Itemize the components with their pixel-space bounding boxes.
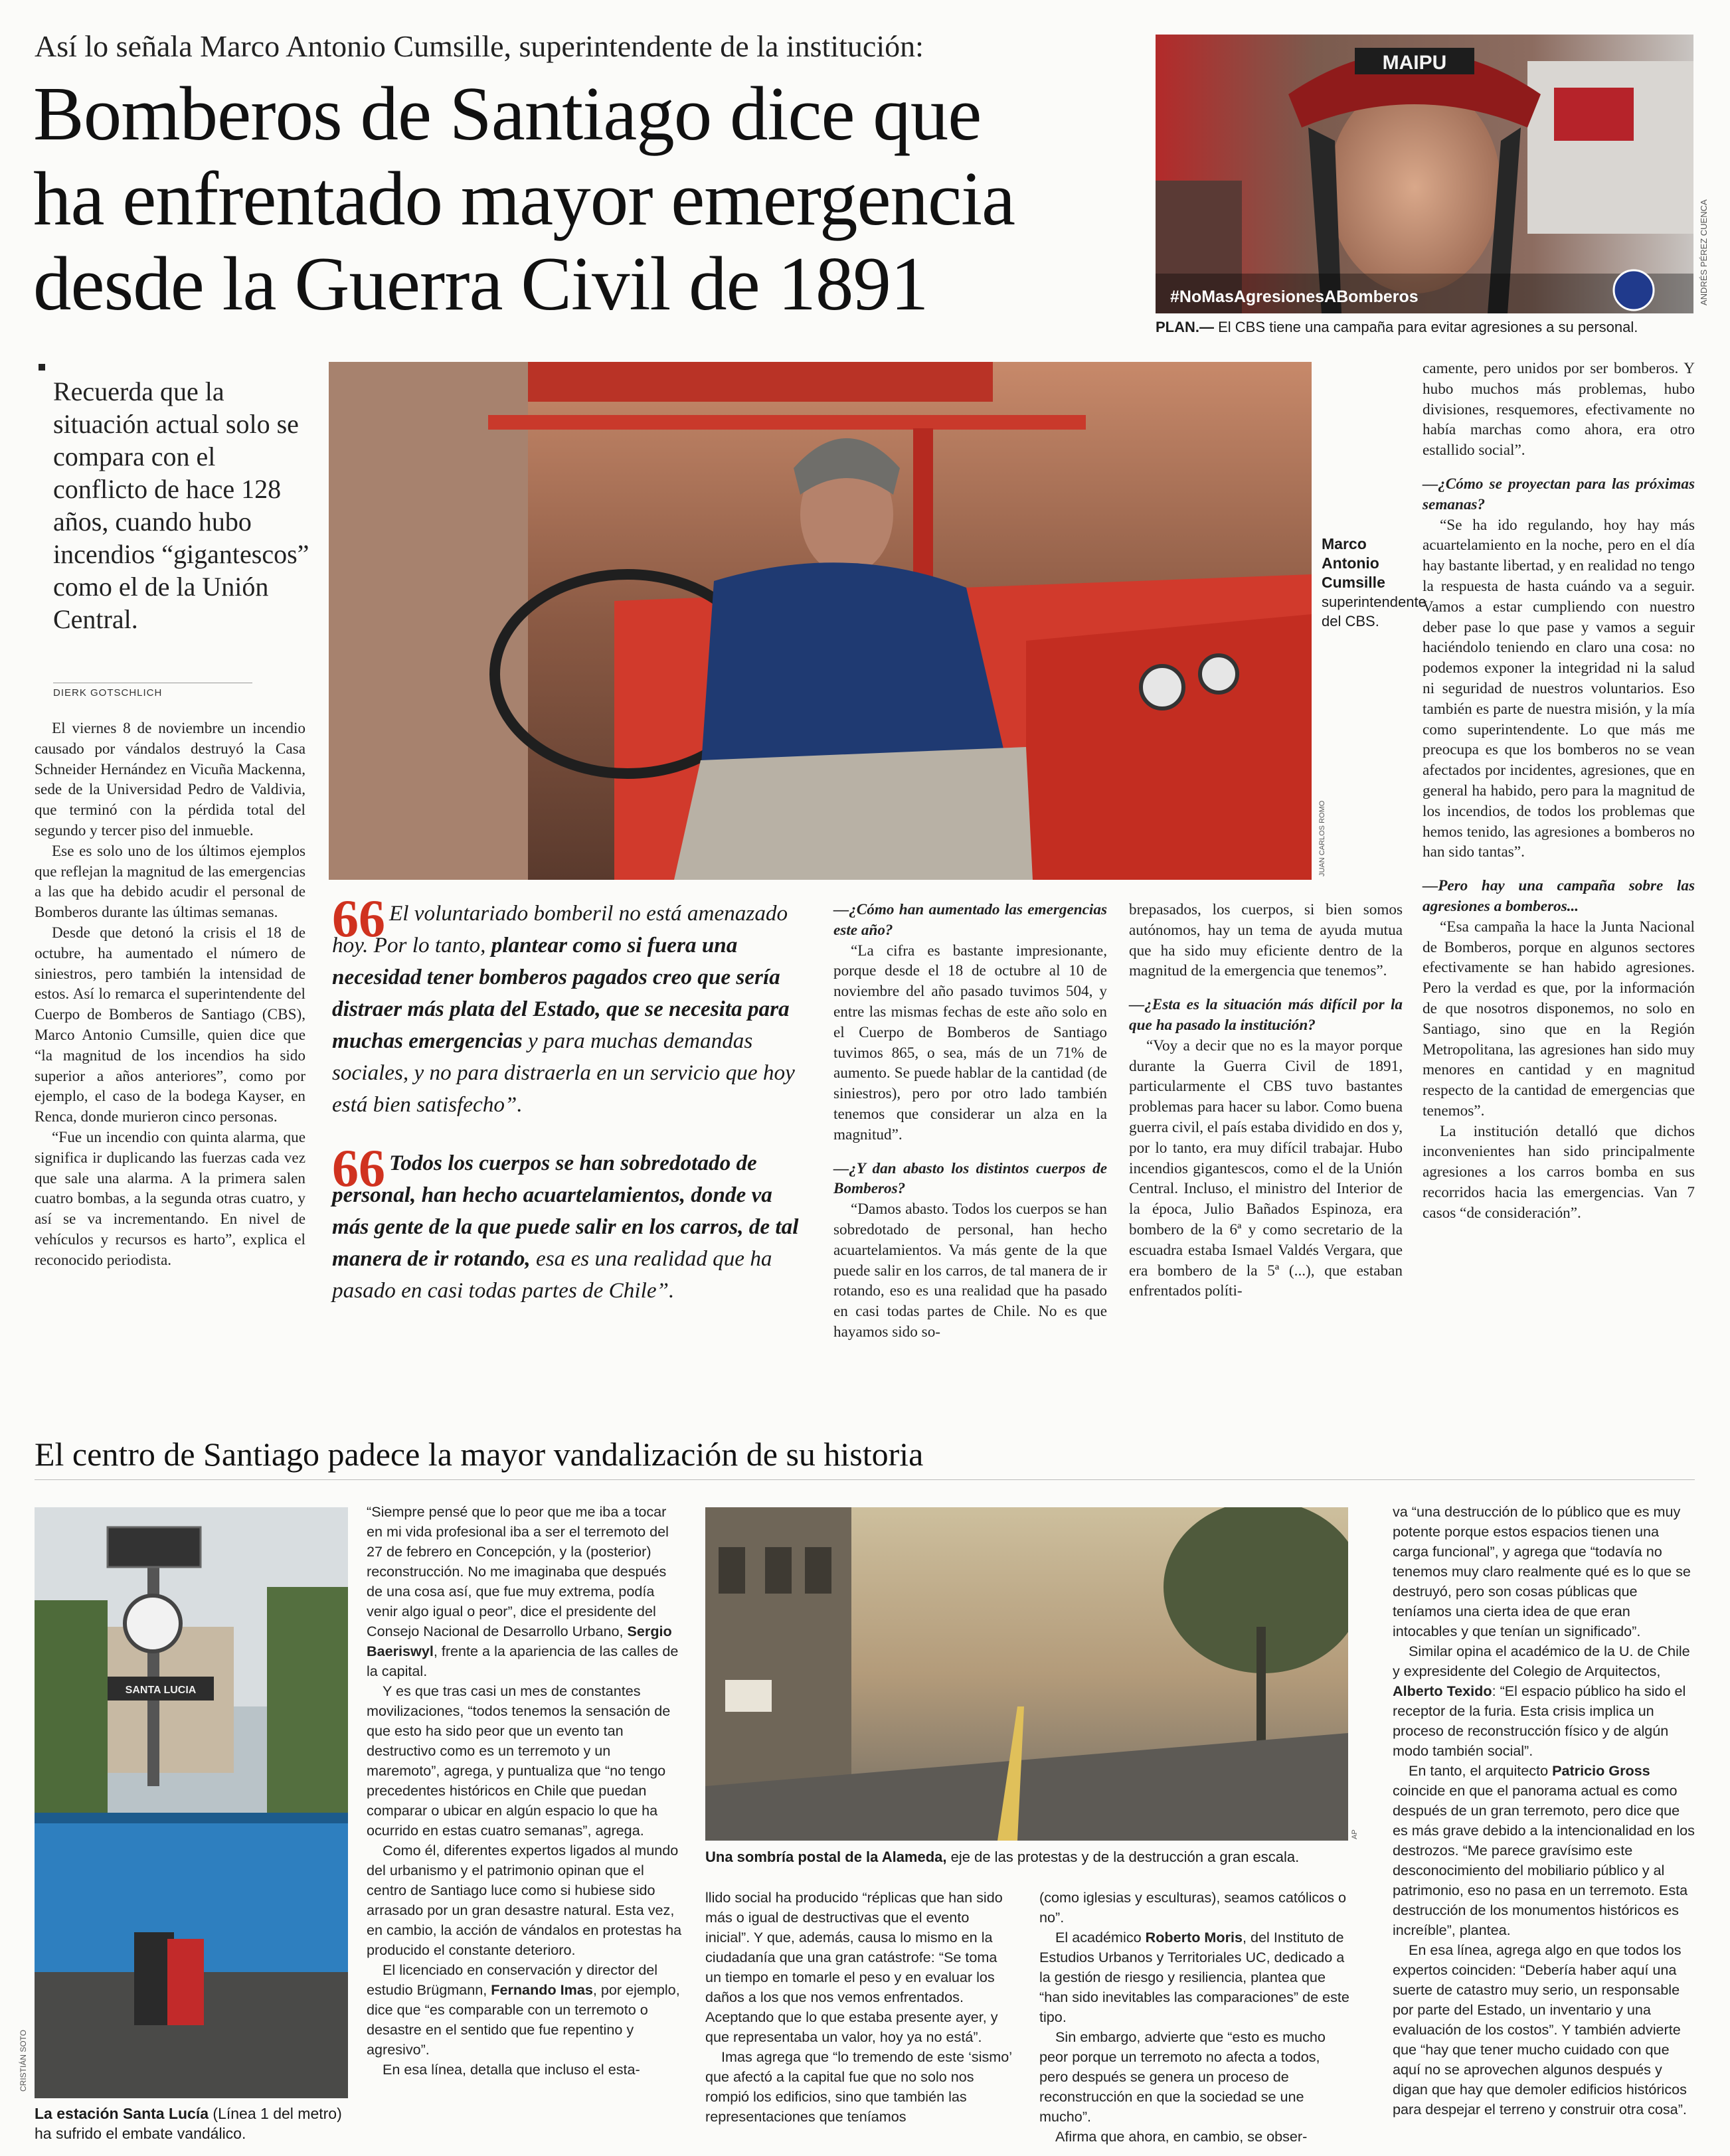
quote-emphasis: plantear como si fuera una necesidad tener bomberos pagados creo que sería distraer más plata del Estado, que se necesita para muchas emergencias	[332, 933, 790, 1053]
section-2-title: El centro de Santiago padece la mayor vandalización de su historia	[35, 1436, 924, 1473]
alameda-photo-credit: AP	[1351, 1829, 1359, 1839]
santa-lucia-caption	[35, 2104, 353, 2143]
section-2-header	[35, 1434, 1695, 1480]
section-2-column-4	[1393, 1502, 1698, 2119]
interview-question: —¿Esta es la situación más difícil por la que ha pasado la institución?	[1129, 996, 1403, 1034]
kicker: Así lo señala Marco Antonio Cumsille, superintendente de la institución:	[35, 29, 924, 63]
caption-role: superintendente del CBS.	[1322, 594, 1427, 629]
byline: DIERK GOTSCHLICH	[53, 683, 252, 699]
pull-quotes	[332, 890, 810, 1333]
interview-question: —¿Cómo han aumentado las emergencias este año?	[833, 901, 1107, 939]
interview-question: —¿Y dan abasto los distintos cuerpos de Bomberos?	[833, 1159, 1107, 1198]
sign-text: SANTA LUCIA	[125, 1685, 197, 1696]
paragraph: Sin embargo, advierte que “esto es mucho peor porque un terremoto no afecta a todos, pero después se genera un proceso de reconstrucción en que la sociedad se une mucho”.	[1039, 2029, 1326, 2125]
paragraph: En esa línea, agrega algo en que todos los expertos coinciden: “Debería haber aquí una suerte de catastro muy serio, un responsable por parte del Estado, un inventario y una evaluación de los costos”. Y también advierte que “hay que tener mucho cuidado con que aquí no se aprovechen algunos después y digan que hay que demoler edificios históricos para despejar el terreno y construir otra cosa”.	[1393, 1942, 1687, 2117]
interview-question: —¿Cómo se proyectan para las próximas semanas?	[1423, 475, 1695, 513]
headline-line-3: desde la Guerra Civil de 1891	[33, 242, 928, 326]
hashtag-text: #NoMasAgresionesABomberos	[1170, 288, 1419, 306]
section-2-column-2	[705, 1888, 1016, 2127]
paragraph: “Se ha ido regulando, hoy hay más acuartelamiento en la noche, pero en el día hay bastante libertad, y en realidad no tengo la respuesta de hasta cuándo va a seguir. Vamos a estar cumpliendo con nuestro deber pase lo que pase y vamos a seguir haciéndolo teniendo en claro una cosa: no podemos exponer la integridad ni la salud ni seguridad de nuestros voluntarios. Eso también es parte de nuestra misión, y la mía como superintendente. Lo que más me preocupa es que los bomberos no se vean afectados por incidentes, agresiones, que en general ha habido, pero para la magnitud de los incendios, de todos los problemas que hemos tenido, las agresiones a bomberos no han sido tantas”.	[1423, 516, 1695, 861]
paragraph: Afirma que ahora, en cambio, se obser-	[1055, 2128, 1308, 2145]
paragraph: Como él, diferentes expertos ligados al mundo del urbanismo y el patrimonio opinan que el centro de Santiago luce como si hubiese sido arrasado por un gran desastre natural. Esta vez, en cambio, la acción de vándalos en protestas ha producido el constante deterioro.	[367, 1842, 682, 1958]
quote-emphasis: Todos los cuerpos se han sobredotado de personal, han hecho acuartelamientos, donde va más gente de la que puede salir en los carros, de tal manera de ir rotando,	[332, 1151, 799, 1271]
caption-text: eje de las protestas y de la destrucción a gran escala.	[946, 1849, 1300, 1865]
paragraph: El académico Roberto Moris, del Instituto de Estudios Urbanos y Territoriales UC, dedicado a la gestión de riesgo y resiliencia, plantea que “han sido inevitables las comparaciones” de este tipo.	[1039, 1929, 1349, 2025]
paragraph: “Esa campaña la hace la Junta Nacional de Bomberos, porque en algunos sectores efectivamente se han habido agresiones. Pero la verdad es que, por la información de que nosotros disponemos, no solo en Santiago, sino que en la Región Metropolitana, las agresiones han sido muy menores en cantidad y en magnitud respecto de la cantidad de emergencias que tenemos”.	[1423, 918, 1695, 1119]
paragraph: En esa línea, detalla que incluso el esta-	[383, 2061, 640, 2078]
dek: Recuerda que la situación actual solo se compara con el conflicto de hace 128 años, cuando hubo incendios “gigantescos” como el de la Unión Central.	[53, 376, 309, 634]
paragraph: Ese es solo uno de los últimos ejemplos que reflejan la magnitud de las emergencias a las que ha debido acudir el personal de Bomberos durante las últimas semanas.	[35, 842, 305, 922]
paragraph: Similar opina el académico de la U. de Chile y expresidente del Colegio de Arquitectos, Alberto Texido: “El espacio público ha sido el receptor de la furia. Esta crisis implica un proceso de reconstrucción físico y de algún modo también social”.	[1393, 1643, 1690, 1759]
helmet-text: MAIPU	[1382, 52, 1447, 74]
paragraph: camente, pero unidos por ser bomberos. Y hubo muchos más problemas, hubo divisiones, resquemores, efectivamente no había marchas como ahora, era otro estallido social”.	[1423, 360, 1695, 459]
main-photo-caption	[1322, 535, 1427, 631]
top-photo-credit: ANDRÉS PÉREZ CUENCA	[1699, 199, 1709, 305]
caption-text: (Línea 1 del metro) ha sufrido el embate vandálico.	[35, 2105, 342, 2142]
paragraph: “Voy a decir que no es la mayor porque durante la Guerra Civil de 1891, particularmente el CBS tuvo bastantes problemas para hacer su labor. Como buena guerra civil, el país estaba dividido en dos y, por lo tanto, era muy difícil trabajar. Hubo incendios gigantescos, como el de la Unión Central. Incluso, el ministro del Interior de la época, Julio Bañados Espinoza, era bombero de la 6ª y como secretario de la escuadra estaba Ismael Valdés Vergara, que era bombero de la 5ª (...), que estaban enfrentados políti-	[1129, 1037, 1403, 1300]
alameda-photo	[705, 1507, 1348, 1841]
section-2-column-3	[1039, 1888, 1350, 2147]
quote-mark-icon: 66	[332, 890, 385, 948]
paragraph: “Siempre pensé que lo peor que me iba a tocar en mi vida profesional iba a ser el terremoto del 27 de febrero en Concepción, y la (posterior) reconstrucción. No me imaginaba que después de una cosa así, que fue muy extrema, podía venir algo igual o peor”, dice el presidente del Consejo Nacional de Desarrollo Urbano, Sergio Baeriswyl, frente a la apariencia de las calles de la capital.	[367, 1503, 679, 1679]
santa-lucia-photo-credit: CRISTIÁN SOTO	[19, 2029, 28, 2092]
article-column-3	[833, 900, 1107, 1343]
quote-text: y para muchas demandas sociales, y no para distraerla en un servicio que hoy está bien satisfecho”.	[332, 1029, 795, 1117]
paragraph: “La cifra es bastante impresionante, porque desde el 18 de octubre al 10 de noviembre del año pasado tuvimos 504, y entre las mismas fechas de este año solo en el Cuerpo de Bomberos de Santiago tuvimos 865, o sea, más de un 71% de aumento. Se puede hablar de la cantidad (de siniestros), pero por otro lado también tenemos que considerar un alza en la magnitud”.	[833, 942, 1107, 1143]
caption-text: El CBS tiene una campaña para evitar agresiones a su personal.	[1214, 319, 1638, 335]
headline-line-1: Bomberos de Santiago dice que	[33, 72, 982, 156]
quote-mark-icon: 66	[332, 1139, 385, 1198]
article-column-1	[35, 718, 305, 1271]
paragraph: (como iglesias y esculturas), seamos católicos o no”.	[1039, 1889, 1347, 1926]
paragraph: Imas agrega que “lo tremendo de este ‘sismo’ que afectó a la capital fue que no solo nos rompió los edificios, sino que también las representaciones que teníamos	[705, 2048, 1012, 2125]
paragraph: llido social ha producido “réplicas que han sido más o igual de destructivas que el evento inicial”. Y que, además, causa lo mismo en la ciudadanía que una gran catástrofe: “Se toma un tiempo en tomarle el peso y en evaluar los daños a los que nos vemos enfrentados. Aceptando que lo que estaba presente ayer, y que representaba un valor, hoy ya no está”.	[705, 1889, 1003, 2045]
main-photo-credit: JUAN CARLOS ROMO	[1318, 800, 1326, 876]
caption-lead: La estación Santa Lucía	[35, 2105, 209, 2122]
paragraph: El licenciado en conservación y director del estudio Brügmann, Fernando Imas, por ejemplo, dice que “es comparable con un terremoto o desastre en el sentido que fue repentino y agresivo”.	[367, 1961, 680, 2058]
bomberos-badge-icon	[1614, 270, 1654, 310]
quote-text: El voluntariado bomberil no está amenazado hoy. Por lo tanto,	[332, 901, 788, 957]
top-photo-caption	[1156, 317, 1700, 337]
paragraph: “Damos abasto. Todos los cuerpos se han sobredotado de personal, han hecho acuartelamientos. Va más gente de la que puede salir en los carros, de tal manera de ir rotando, eso es una realidad que ha pasado en casi todas partes de Chile. No es que hayamos sido so-	[833, 1201, 1107, 1341]
interview-question: —Pero hay una campaña sobre las agresiones a bomberos...	[1423, 877, 1695, 915]
paragraph: brepasados, los cuerpos, si bien somos autónomos, hay un tema de ayuda mutua que ha sido muy eficiente dentro de la magnitud de la emergencia que tenemos”.	[1129, 901, 1403, 980]
headline	[33, 72, 1175, 327]
caption-name: Marco Antonio Cumsille	[1322, 535, 1385, 591]
caption-lead: PLAN.—	[1156, 319, 1214, 335]
cumsille-photo	[329, 362, 1312, 880]
paragraph: “Fue un incendio con quinta alarma, que significa ir duplicando las fuerzas cada vez que sale una alarma. A la primera salen cuatro bombas, a la segunda otras cuatro, y así se va incrementando. En nivel de vehículos y recursos es harto”, explica el reconocido periodista.	[35, 1128, 305, 1269]
article-column-4	[1129, 900, 1403, 1301]
santa-lucia-photo	[35, 1507, 348, 2098]
article-column-5	[1423, 359, 1695, 1224]
quote-text: esa es una realidad que ha pasado en casi todas partes de Chile”.	[332, 1246, 772, 1303]
headline-line-2: ha enfrentado mayor emergencia	[33, 157, 1015, 241]
paragraph: Desde que detonó la crisis el 18 de octubre, ha aumentado el número de siniestros, pero también la intensidad de estos. Así lo remarca el superintendente del Cuerpo de Bomberos de Santiago (CBS), Marco Antonio Cumsille, quien dice que “la magnitud de los incendios ha sido superior a años anteriores”, como por ejemplo, el caso de la bodega Kayser, en Renca, donde murieron cinco personas.	[35, 924, 305, 1126]
paragraph: La institución detalló que dichos inconvenientes han sido principalmente agresiones a los carros bomba en sus recorridos hacia las emergencias. Van 7 casos “de consideración”.	[1423, 1122, 1695, 1222]
section-2-column-1	[367, 1502, 684, 2080]
paragraph: El viernes 8 de noviembre un incendio causado por vándalos destruyó la Casa Schneider Hernández en Vicuña Mackenna, sede de la Universidad Pedro de Valdivia, que terminó con la pérdida total del segundo y tercer piso del inmueble.	[35, 720, 305, 839]
dek-marker	[39, 364, 45, 371]
caption-lead: Una sombría postal de la Alameda,	[705, 1849, 947, 1865]
pull-quote	[332, 1139, 810, 1307]
paragraph: va “una destrucción de lo público que es muy potente porque estos espacios tienen una carga funcional”, y agrega que “todavía no tenemos muy claro realmente qué es lo que se destruyó, pero son cosas públicas que teníamos una cierta idea de que eran intocables y que tenían un significado”.	[1393, 1503, 1691, 1639]
alameda-caption	[705, 1847, 1356, 1867]
paragraph: En tanto, el arquitecto Patricio Gross coincide en que el panorama actual es como después de un gran terremoto, pero dice que es más grave debido a la intencionalidad en los destrozos. “Me parece gravísimo este desconocimiento del mobiliario público y al patrimonio, eso no pasa en un terremoto. Esta destrucción de los monumentos históricos es increíble”, plantea.	[1393, 1762, 1695, 1938]
paragraph: Y es que tras casi un mes de constantes movilizaciones, “todos tenemos la sensación de que esto ha sido peor que un evento tan destructivo como es un terremoto y un maremoto”, agrega, y puntualiza que “no tengo precedentes históricos en Chile que puedan comparar o ubicar en algún espacio lo que ha ocurrido en estas cuatro semanas”, agrega.	[367, 1683, 671, 1839]
pull-quote	[332, 890, 810, 1121]
firefighter-photo	[1156, 35, 1693, 313]
